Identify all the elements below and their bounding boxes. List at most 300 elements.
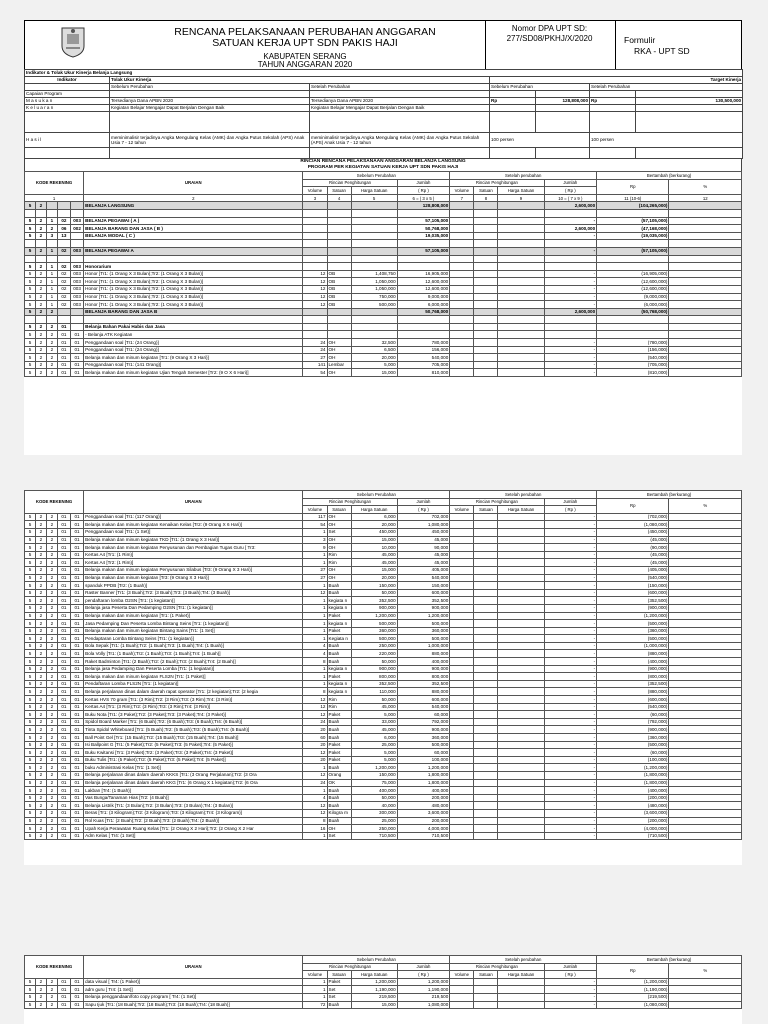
kode-rekening-cell: 01 bbox=[71, 673, 84, 681]
selisih-cell: (400,000) bbox=[597, 658, 669, 666]
percent-cell bbox=[669, 323, 742, 331]
kode-rekening-cell bbox=[57, 316, 70, 324]
uraian-cell: data visual [ Tr4: (1 Paket)] bbox=[84, 978, 303, 986]
jumlah-after-cell: - bbox=[544, 612, 597, 620]
selisih-cell: (100,000) bbox=[597, 756, 669, 764]
table-row bbox=[25, 369, 742, 377]
satuan-header: Satuan bbox=[327, 187, 351, 195]
kode-rekening-cell: 5 bbox=[25, 354, 36, 362]
percent-cell bbox=[669, 270, 742, 278]
jumlah-cell: 705,000 bbox=[397, 361, 450, 369]
rincian-table-3 bbox=[24, 955, 742, 1009]
volume-after-cell bbox=[450, 718, 474, 726]
satuan-after-cell bbox=[474, 293, 498, 301]
kode-rekening-cell: 01 bbox=[71, 369, 84, 377]
table-row bbox=[25, 794, 742, 802]
kode-rekening-cell bbox=[71, 323, 84, 331]
jumlah-cell: 1,200,000 bbox=[397, 764, 450, 772]
volume-after-cell bbox=[450, 331, 474, 339]
satuan-after-cell bbox=[474, 589, 498, 597]
kode-rekening-cell: 5 bbox=[25, 825, 36, 833]
sebelum-perubahan-header: Sebelum Perubahan bbox=[303, 491, 450, 499]
kode-rekening-cell: 01 bbox=[57, 528, 70, 536]
volume-after-cell bbox=[450, 597, 474, 605]
nomor-dpa-box bbox=[485, 21, 613, 69]
percent-cell bbox=[669, 832, 742, 840]
satuan-cell: Rim bbox=[327, 559, 351, 567]
kode-rekening-cell: 2 bbox=[35, 528, 46, 536]
table-row bbox=[25, 285, 742, 293]
harga-satuan-cell: 500,000 bbox=[351, 620, 397, 628]
kode-rekening-cell: 2 bbox=[46, 779, 57, 787]
indikator-after: meminimalisir terjadinya Angka Mengulang Kelas (AMK) dan Angka Putus Sekolah (APS) Anak Usia 7 - 12 tahun bbox=[310, 133, 490, 148]
kode-rekening-cell: 2 bbox=[35, 993, 46, 1001]
kode-rekening-cell: 003 bbox=[71, 217, 84, 225]
kode-rekening-cell: 5 bbox=[25, 794, 36, 802]
percent-cell bbox=[669, 749, 742, 757]
volume-cell: 16 bbox=[303, 825, 327, 833]
kode-rekening-cell: 2 bbox=[35, 582, 46, 590]
kode-rekening-cell: 2 bbox=[46, 787, 57, 795]
jumlah-after-cell: - bbox=[544, 278, 597, 286]
kode-rekening-cell: 2 bbox=[46, 703, 57, 711]
rp-header: Rp bbox=[597, 963, 669, 978]
satuan-after-cell bbox=[474, 756, 498, 764]
harga-satuan-cell: 15,000 bbox=[351, 536, 397, 544]
kode-rekening-cell: 5 bbox=[25, 544, 36, 552]
kode-rekening-cell bbox=[71, 308, 84, 316]
column-number: 7 bbox=[450, 194, 474, 202]
satuan-cell: OB bbox=[327, 293, 351, 301]
kode-rekening-cell: 2 bbox=[35, 285, 46, 293]
kode-rekening-cell: 01 bbox=[57, 650, 70, 658]
percent-cell bbox=[669, 642, 742, 650]
volume-after-cell bbox=[450, 680, 474, 688]
kode-rekening-cell: 01 bbox=[71, 665, 84, 673]
kode-rekening-cell: 01 bbox=[71, 986, 84, 994]
jumlah-cell: 352,500 bbox=[397, 680, 450, 688]
rincian-table-1 bbox=[24, 171, 742, 377]
kode-rekening-cell bbox=[57, 255, 70, 263]
kode-rekening-cell: 2 bbox=[35, 278, 46, 286]
volume-cell bbox=[303, 225, 327, 233]
harga-satuan-cell: 32,500 bbox=[351, 339, 397, 347]
table-row bbox=[25, 270, 742, 278]
kode-rekening-cell: 2 bbox=[35, 589, 46, 597]
harga-after-cell bbox=[498, 278, 544, 286]
kode-rekening-cell: 2 bbox=[46, 331, 57, 339]
table-row bbox=[25, 680, 742, 688]
satuan-after-cell bbox=[474, 536, 498, 544]
indikator-after: Kegiatan Belajar Mengajar Dapat Berjalan Dengan Baik bbox=[310, 105, 490, 112]
kode-rekening-cell: 2 bbox=[46, 809, 57, 817]
table-row bbox=[25, 521, 742, 529]
kode-rekening-cell: 01 bbox=[71, 513, 84, 521]
harga-after-cell bbox=[498, 521, 544, 529]
table-row bbox=[25, 240, 742, 248]
volume-header: Volume bbox=[303, 506, 327, 514]
volume-after-cell bbox=[450, 301, 474, 309]
satuan-after-cell bbox=[474, 658, 498, 666]
kode-rekening-cell: 2 bbox=[35, 308, 46, 316]
uraian-cell: buku Administrasi Kelas [Tr1: (1 Set)] bbox=[84, 764, 303, 772]
uraian-cell: Honor [Tr1: (1 Orang X 3 Bulan);Tr2: (1 Orang X 3 Bulan)] bbox=[84, 270, 303, 278]
kode-rekening-cell: 5 bbox=[25, 612, 36, 620]
satuan-cell: Buah bbox=[327, 718, 351, 726]
kode-rekening-cell: 2 bbox=[46, 566, 57, 574]
jumlah-cell: 880,000 bbox=[397, 650, 450, 658]
kode-rekening-header: KODE REKENING bbox=[25, 491, 84, 514]
percent-cell bbox=[669, 513, 742, 521]
satuan-cell: Kegiata n bbox=[327, 635, 351, 643]
harga-satuan-cell: 800,000 bbox=[351, 673, 397, 681]
kode-rekening-cell: 2 bbox=[35, 635, 46, 643]
harga-satuan-cell: 20,000 bbox=[351, 521, 397, 529]
kode-rekening-cell: 01 bbox=[57, 741, 70, 749]
kode-rekening-cell: 02 bbox=[57, 217, 70, 225]
jumlah-after-cell: - bbox=[544, 361, 597, 369]
harga-satuan-header: Harga Satuan bbox=[351, 187, 397, 195]
volume-header: Volume bbox=[450, 971, 474, 979]
selisih-cell: (200,000) bbox=[597, 817, 669, 825]
harga-after-cell bbox=[498, 771, 544, 779]
percent-cell bbox=[669, 794, 742, 802]
kode-rekening-cell: 01 bbox=[71, 1001, 84, 1009]
kode-rekening-cell: 2 bbox=[46, 559, 57, 567]
harga-satuan-cell: 6,500 bbox=[351, 346, 397, 354]
document-page-1 bbox=[24, 20, 742, 455]
kode-rekening-cell: 2 bbox=[46, 817, 57, 825]
rincian-penghitungan-header: Rincian Penghitungan bbox=[450, 963, 544, 971]
harga-satuan-cell: 450,000 bbox=[351, 528, 397, 536]
satuan-cell: OB bbox=[327, 270, 351, 278]
kode-rekening-cell bbox=[71, 209, 84, 217]
harga-satuan-cell: 45,000 bbox=[351, 559, 397, 567]
jumlah-cell bbox=[397, 209, 450, 217]
selisih-cell: (405,000) bbox=[597, 566, 669, 574]
kabupaten-label: KABUPATEN SERANG bbox=[263, 52, 347, 61]
kode-rekening-cell: 2 bbox=[46, 711, 57, 719]
uraian-cell: Tinta Spidol Whiteboard [Tr1: (5 Buah);Tr2: (5 Buah);Tr3: (5 Buah);Tr4: (5 Buah)] bbox=[84, 726, 303, 734]
harga-after-cell bbox=[498, 703, 544, 711]
sebelum-header: Sebelum Perubahan bbox=[110, 84, 310, 91]
kode-rekening-cell: 2 bbox=[35, 978, 46, 986]
harga-after-cell bbox=[498, 620, 544, 628]
percent-cell bbox=[669, 528, 742, 536]
kode-rekening-cell: 2 bbox=[35, 620, 46, 628]
jumlah-cell: 219,500 bbox=[397, 993, 450, 1001]
harga-satuan-cell: 20,000 bbox=[351, 354, 397, 362]
percent-cell bbox=[669, 726, 742, 734]
satuan-after-cell bbox=[474, 354, 498, 362]
table-row bbox=[25, 217, 742, 225]
kode-rekening-cell: 2 bbox=[35, 263, 46, 271]
harga-after-cell bbox=[498, 232, 544, 240]
harga-after-cell bbox=[498, 825, 544, 833]
volume-after-cell bbox=[450, 764, 474, 772]
kode-rekening-cell: 2 bbox=[46, 308, 57, 316]
kode-rekening-cell bbox=[35, 316, 46, 324]
harga-after-cell bbox=[498, 604, 544, 612]
kode-rekening-cell: 01 bbox=[71, 612, 84, 620]
kode-rekening-cell: 01 bbox=[71, 354, 84, 362]
harga-after-cell bbox=[498, 225, 544, 233]
kode-rekening-cell: 01 bbox=[57, 536, 70, 544]
kode-rekening-cell bbox=[35, 240, 46, 248]
kode-rekening-cell: 01 bbox=[71, 331, 84, 339]
satuan-cell: Paket bbox=[327, 627, 351, 635]
kode-rekening-cell: 5 bbox=[25, 308, 36, 316]
jumlah-after-cell: - bbox=[544, 986, 597, 994]
satuan-cell bbox=[327, 308, 351, 316]
satuan-after-cell bbox=[474, 764, 498, 772]
percent-cell bbox=[669, 978, 742, 986]
table-row bbox=[25, 301, 742, 309]
target-after-unit: Rp bbox=[590, 98, 636, 105]
kode-rekening-cell bbox=[46, 240, 57, 248]
kode-rekening-cell: 01 bbox=[57, 787, 70, 795]
percent-cell bbox=[669, 627, 742, 635]
kode-rekening-cell: 2 bbox=[46, 764, 57, 772]
selisih-cell bbox=[597, 209, 669, 217]
uraian-cell: Belanja perjalanan dinas dalam daerah KKKS [Tr1: (3 Orang Perjalanan);Tr2: (3 Ora bbox=[84, 771, 303, 779]
satuan-cell bbox=[327, 323, 351, 331]
kode-rekening-cell: 01 bbox=[71, 574, 84, 582]
satuan-after-cell bbox=[474, 825, 498, 833]
table-row bbox=[25, 232, 742, 240]
table-row bbox=[25, 589, 742, 597]
volume-after-cell bbox=[450, 361, 474, 369]
satuan-after-cell bbox=[474, 597, 498, 605]
table-row bbox=[25, 559, 742, 567]
selisih-cell: (540,000) bbox=[597, 703, 669, 711]
volume-cell: 12 bbox=[303, 270, 327, 278]
tahun-anggaran-label: TAHUN ANGGARAN 2020 bbox=[257, 60, 353, 69]
jumlah-cell: 702,000 bbox=[397, 513, 450, 521]
kode-rekening-cell: 5 bbox=[25, 339, 36, 347]
kode-rekening-cell: 2 bbox=[46, 346, 57, 354]
satuan-after-cell bbox=[474, 726, 498, 734]
volume-after-cell bbox=[450, 521, 474, 529]
kode-rekening-cell: 5 bbox=[25, 665, 36, 673]
table-row bbox=[25, 749, 742, 757]
percent-cell bbox=[669, 809, 742, 817]
satuan-after-cell bbox=[474, 832, 498, 840]
column-number: 10 = ( 7 x 9 ) bbox=[544, 194, 597, 202]
jumlah-after-cell: - bbox=[544, 528, 597, 536]
kode-rekening-cell: 003 bbox=[71, 270, 84, 278]
kode-rekening-cell: 2 bbox=[46, 589, 57, 597]
percent-header: % bbox=[669, 963, 742, 978]
harga-satuan-cell bbox=[351, 240, 397, 248]
harga-after-cell bbox=[498, 566, 544, 574]
satuan-after-cell bbox=[474, 559, 498, 567]
satuan-cell bbox=[327, 255, 351, 263]
jumlah-after-cell: - bbox=[544, 703, 597, 711]
kode-rekening-cell: 1 bbox=[46, 285, 57, 293]
harga-after-cell bbox=[498, 247, 544, 255]
kode-rekening-cell: 2 bbox=[46, 620, 57, 628]
percent-cell bbox=[669, 354, 742, 362]
satuan-header: Satuan bbox=[474, 506, 498, 514]
indikator-before: Tersedianya Dana APBN 2020 bbox=[110, 98, 310, 105]
harga-satuan-cell: 900,000 bbox=[351, 604, 397, 612]
jumlah-header: Jumlah bbox=[397, 498, 450, 506]
kode-rekening-cell: 01 bbox=[71, 635, 84, 643]
volume-cell: 1 bbox=[303, 612, 327, 620]
kode-rekening-cell: 01 bbox=[57, 597, 70, 605]
kode-rekening-cell: 2 bbox=[35, 817, 46, 825]
percent-cell bbox=[669, 741, 742, 749]
kode-rekening-cell: 2 bbox=[46, 339, 57, 347]
jumlah-cell bbox=[397, 255, 450, 263]
kode-rekening-cell: 2 bbox=[35, 361, 46, 369]
harga-satuan-header: Harga Satuan bbox=[498, 506, 544, 514]
harga-satuan-cell: 75,000 bbox=[351, 779, 397, 787]
volume-cell: 1 bbox=[303, 993, 327, 1001]
volume-after-cell bbox=[450, 589, 474, 597]
selisih-cell bbox=[597, 240, 669, 248]
volume-cell: 1 bbox=[303, 559, 327, 567]
kode-rekening-cell: 2 bbox=[35, 787, 46, 795]
harga-after-cell bbox=[498, 316, 544, 324]
kode-rekening-cell: 5 bbox=[25, 680, 36, 688]
uraian-cell: Spidol Board Marker [Tr1: (6 Buah);Tr2: (6 Buah);Tr3: (6 Buah);Tr4: (6 Buah)] bbox=[84, 718, 303, 726]
setelah-perubahan-header: Setelah perubahan bbox=[450, 491, 597, 499]
indikator-title: Indikator & Tolak Ukur Kinerja Belanja Langsung bbox=[25, 70, 743, 77]
target-before-value: 128,808,000 bbox=[536, 98, 590, 105]
kode-rekening-cell: 01 bbox=[71, 544, 84, 552]
selisih-cell: (792,000) bbox=[597, 718, 669, 726]
percent-cell bbox=[669, 734, 742, 742]
uraian-cell: Buku Nota [Tr1: (3 Paket);Tr2: (3 Paket);Tr3: (3 Paket);Tr4: (3 Paket)] bbox=[84, 711, 303, 719]
satuan-cell: kegiata n bbox=[327, 604, 351, 612]
selisih-cell: (540,000) bbox=[597, 354, 669, 362]
satuan-cell: OK bbox=[327, 779, 351, 787]
kode-rekening-cell: 2 bbox=[35, 665, 46, 673]
volume-cell: 1 bbox=[303, 551, 327, 559]
harga-satuan-cell: 45,000 bbox=[351, 726, 397, 734]
volume-cell bbox=[303, 217, 327, 225]
table-row bbox=[25, 825, 742, 833]
table-row bbox=[25, 323, 742, 331]
percent-cell bbox=[669, 620, 742, 628]
kode-rekening-cell bbox=[35, 255, 46, 263]
satuan-cell: Set bbox=[327, 528, 351, 536]
jumlah-cell: 12,600,000 bbox=[397, 278, 450, 286]
satuan-cell: OH bbox=[327, 354, 351, 362]
uraian-cell: BELANJA BARANG DAN JASA ( B ) bbox=[84, 225, 303, 233]
harga-satuan-cell: 10,000 bbox=[351, 544, 397, 552]
satuan-cell: kegiata n bbox=[327, 680, 351, 688]
title-line-1: RENCANA PELAKSANAAN PERUBAHAN ANGGARAN bbox=[174, 26, 436, 38]
table-row bbox=[25, 673, 742, 681]
satuan-after-cell bbox=[474, 301, 498, 309]
percent-cell bbox=[669, 369, 742, 377]
kode-rekening-cell: 01 bbox=[57, 620, 70, 628]
volume-after-cell bbox=[450, 734, 474, 742]
indikator-label: K e l u a r a n bbox=[25, 105, 110, 112]
kode-rekening-cell: 2 bbox=[35, 323, 46, 331]
kode-rekening-cell: 5 bbox=[25, 285, 36, 293]
kode-rekening-cell: 01 bbox=[57, 680, 70, 688]
kode-rekening-cell: 2 bbox=[35, 202, 46, 210]
table-row bbox=[25, 255, 742, 263]
kode-rekening-cell: 01 bbox=[57, 779, 70, 787]
kode-rekening-cell: 01 bbox=[57, 718, 70, 726]
kode-rekening-cell: 5 bbox=[25, 566, 36, 574]
harga-after-cell bbox=[498, 301, 544, 309]
rp-header: Rp bbox=[597, 498, 669, 513]
uraian-cell: Penggandaan soal [Tr1: (1 Set)] bbox=[84, 528, 303, 536]
table-row bbox=[25, 339, 742, 347]
selisih-cell bbox=[597, 331, 669, 339]
kode-rekening-cell: 5 bbox=[25, 749, 36, 757]
harga-satuan-cell: 40,000 bbox=[351, 802, 397, 810]
selisih-cell: (600,000) bbox=[597, 696, 669, 704]
volume-cell bbox=[303, 331, 327, 339]
kode-rekening-cell: 2 bbox=[46, 688, 57, 696]
kode-rekening-cell: 01 bbox=[57, 771, 70, 779]
harga-after-cell bbox=[498, 817, 544, 825]
satuan-after-cell bbox=[474, 513, 498, 521]
kode-rekening-cell bbox=[46, 316, 57, 324]
kode-rekening-cell: 01 bbox=[71, 582, 84, 590]
kode-rekening-cell bbox=[25, 316, 36, 324]
volume-cell bbox=[303, 316, 327, 324]
uraian-cell: - Belanja ATK Kegiatan bbox=[84, 331, 303, 339]
uraian-cell: Beras [Tr1: (3 Kilogram);Tr2: (3 Kilogram);Tr3: (3 Kilogram);Tr4: (3 Kilogram)] bbox=[84, 809, 303, 817]
table-row bbox=[25, 779, 742, 787]
kode-rekening-cell: 5 bbox=[25, 787, 36, 795]
satuan-after-cell bbox=[474, 528, 498, 536]
jumlah-after-cell: - bbox=[544, 741, 597, 749]
harga-satuan-cell: 300,000 bbox=[351, 809, 397, 817]
uraian-cell: Belanja makan dan minum kegiatan [Tr3: (9 Orang X 3 Hari)] bbox=[84, 574, 303, 582]
kode-rekening-cell: 1 bbox=[46, 293, 57, 301]
volume-after-cell bbox=[450, 566, 474, 574]
column-number: 2 bbox=[84, 194, 303, 202]
kode-rekening-cell: 2 bbox=[46, 225, 57, 233]
table-row bbox=[25, 627, 742, 635]
table-row bbox=[25, 665, 742, 673]
kode-rekening-cell: 5 bbox=[25, 726, 36, 734]
volume-cell: 1 bbox=[303, 620, 327, 628]
kode-rekening-cell: 2 bbox=[46, 642, 57, 650]
kode-rekening-cell: 2 bbox=[35, 270, 46, 278]
volume-after-cell bbox=[450, 794, 474, 802]
kode-rekening-cell: 01 bbox=[57, 559, 70, 567]
volume-after-cell bbox=[450, 688, 474, 696]
jumlah-after-cell: - bbox=[544, 574, 597, 582]
kode-rekening-cell: 2 bbox=[35, 825, 46, 833]
kode-rekening-cell: 06 bbox=[57, 225, 70, 233]
volume-cell: 4 bbox=[303, 642, 327, 650]
harga-satuan-cell: 50,000 bbox=[351, 696, 397, 704]
jumlah-cell: 57,105,000 bbox=[397, 217, 450, 225]
nomor-dpa-value: 277/SD08/PKHJ/X/2020 bbox=[506, 34, 593, 43]
harga-after-cell bbox=[498, 323, 544, 331]
satuan-after-cell bbox=[474, 1001, 498, 1009]
uraian-cell: Sapu Ijuk [Tr1: (18 Buah);Tr2: (18 Buah);Tr3: (18 Buah);Tr4: (18 Buah)] bbox=[84, 1001, 303, 1009]
table-row bbox=[25, 612, 742, 620]
harga-satuan-cell: 352,500 bbox=[351, 597, 397, 605]
table-row bbox=[25, 726, 742, 734]
harga-satuan-cell: 5,000 bbox=[351, 361, 397, 369]
volume-after-cell bbox=[450, 787, 474, 795]
kode-rekening-cell: 2 bbox=[35, 779, 46, 787]
jumlah-cell: 710,500 bbox=[397, 832, 450, 840]
